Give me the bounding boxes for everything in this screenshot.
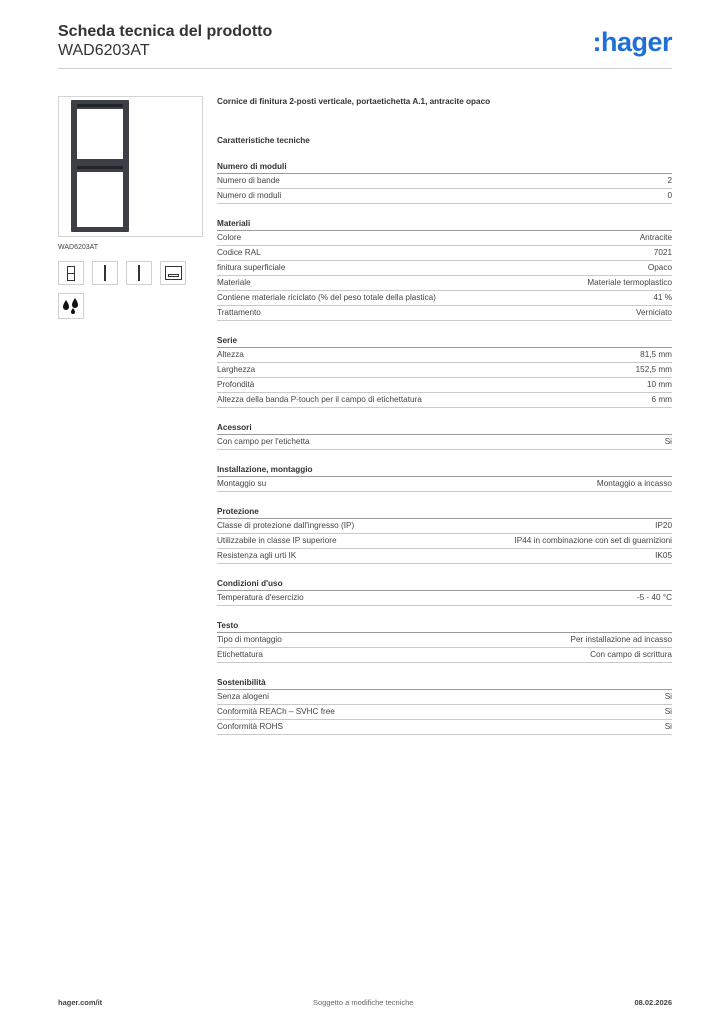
feature-icons	[58, 261, 203, 285]
page-header	[58, 20, 672, 70]
spec-label: Tipo di montaggio	[217, 635, 282, 644]
spec-value: 7021	[653, 248, 672, 257]
header-divider	[58, 68, 672, 69]
spec-row	[217, 231, 672, 246]
spec-label: Classe di protezione dall'ingresso (IP)	[217, 521, 355, 530]
hager-logo: :hager	[592, 27, 672, 57]
spec-label: Contiene materiale riciclato (% del peso totale della plastica)	[217, 293, 436, 302]
spec-value: Si	[664, 437, 672, 446]
spec-value: IP20	[655, 521, 672, 530]
spec-value: Materiale termoplastico	[587, 278, 672, 287]
spec-row	[217, 378, 672, 393]
spec-row	[217, 435, 672, 450]
specifications	[217, 96, 672, 735]
spec-value: Antracite	[639, 233, 672, 242]
spec-value: Si	[664, 707, 672, 716]
spec-row	[217, 276, 672, 291]
spec-group-title: Testo	[217, 619, 672, 633]
spec-label: Senza alogeni	[217, 692, 269, 701]
spec-value: Con campo di scrittura	[590, 650, 672, 659]
spec-value: Opaco	[647, 263, 672, 272]
frame-illustration	[71, 100, 129, 232]
product-description: Cornice di finitura 2-posti verticale, portaetichetta A.1, antracite opaco	[217, 97, 491, 106]
spec-value: IP44 in combinazione con set di guarnizioni	[514, 536, 672, 545]
spec-value: 6 mm	[651, 395, 672, 404]
spec-group-title: Condizioni d'uso	[217, 577, 672, 591]
spec-value: IK05	[655, 551, 672, 560]
spec-row	[217, 534, 672, 549]
spec-value: Si	[664, 722, 672, 731]
spec-row	[217, 519, 672, 534]
spec-label: Conformità REACh – SVHC free	[217, 707, 335, 716]
spec-value: Montaggio a incasso	[596, 479, 672, 488]
spec-row	[217, 690, 672, 705]
spec-row	[217, 591, 672, 606]
spec-group-title: Protezione	[217, 505, 672, 519]
water-drops-icon	[58, 293, 84, 319]
spec-row	[217, 291, 672, 306]
spec-label: Montaggio su	[217, 479, 267, 488]
spec-group-title: Installazione, montaggio	[217, 463, 672, 477]
footer-website: hager.com/it	[58, 998, 103, 1007]
spec-row	[217, 477, 672, 492]
spec-row	[217, 393, 672, 408]
spec-label: Resistenza agli urti IK	[217, 551, 297, 560]
spec-group	[217, 577, 672, 606]
spec-label: Trattamento	[217, 308, 261, 317]
spec-group	[217, 463, 672, 492]
vertical-line-icon	[126, 261, 152, 285]
spec-value: 0	[667, 191, 672, 200]
spec-group-title: Serie	[217, 334, 672, 348]
spec-value: 41 %	[653, 293, 672, 302]
spec-group	[217, 217, 672, 321]
footer-notice: Soggetto a modifiche tecniche	[313, 998, 414, 1007]
spec-row	[217, 189, 672, 204]
spec-row	[217, 306, 672, 321]
image-caption: WAD6203AT	[58, 244, 99, 251]
spec-value: Verniciato	[636, 308, 672, 317]
footer-date: 08.02.2026	[634, 998, 672, 1007]
spec-row	[217, 261, 672, 276]
label-field-icon	[160, 261, 186, 285]
spec-group-title: Acessori	[217, 421, 672, 435]
spec-label: Altezza	[217, 350, 244, 359]
spec-row	[217, 633, 672, 648]
spec-label: Numero di bande	[217, 176, 280, 185]
spec-row	[217, 348, 672, 363]
spec-row	[217, 363, 672, 378]
spec-group	[217, 160, 672, 204]
spec-group-title: Numero di moduli	[217, 160, 672, 174]
spec-group	[217, 619, 672, 663]
spec-row	[217, 648, 672, 663]
document-title: Scheda tecnica del prodotto	[58, 23, 273, 40]
spec-group-title: Sostenibilità	[217, 676, 672, 690]
spec-group	[217, 421, 672, 450]
vertical-line-icon	[92, 261, 118, 285]
spec-group	[217, 505, 672, 564]
spec-group	[217, 676, 672, 735]
product-image	[58, 96, 203, 237]
spec-group	[217, 334, 672, 408]
spec-row	[217, 705, 672, 720]
two-module-icon	[58, 261, 84, 285]
spec-label: Utilizzabile in classe IP superiore	[217, 536, 337, 545]
product-sidebar	[58, 96, 203, 319]
spec-row	[217, 174, 672, 189]
spec-label: Larghezza	[217, 365, 256, 374]
spec-label: Materiale	[217, 278, 251, 287]
spec-label: finitura superficiale	[217, 263, 286, 272]
spec-group-title: Materiali	[217, 217, 672, 231]
spec-label: Numero di moduli	[217, 191, 282, 200]
spec-label: Con campo per l'etichetta	[217, 437, 310, 446]
spec-label: Altezza della banda P-touch per il campo di etichettatura	[217, 395, 422, 404]
spec-groups	[217, 160, 672, 735]
spec-row	[217, 720, 672, 735]
product-code: WAD6203AT	[58, 42, 150, 59]
spec-row	[217, 246, 672, 261]
spec-value: 81,5 mm	[640, 350, 672, 359]
spec-value: Si	[664, 692, 672, 701]
section-title: Caratteristiche tecniche	[217, 136, 310, 145]
spec-label: Etichettatura	[217, 650, 263, 659]
spec-label: Colore	[217, 233, 242, 242]
spec-value: -5 - 40 °C	[636, 593, 672, 602]
spec-label: Codice RAL	[217, 248, 261, 257]
spec-label: Temperatura d'esercizio	[217, 593, 304, 602]
spec-value: 10 mm	[646, 380, 672, 389]
spec-value: 152,5 mm	[635, 365, 672, 374]
spec-value: Per installazione ad incasso	[570, 635, 672, 644]
spec-value: 2	[667, 176, 672, 185]
spec-label: Profondità	[217, 380, 255, 389]
spec-row	[217, 549, 672, 564]
spec-label: Conformità ROHS	[217, 722, 283, 731]
